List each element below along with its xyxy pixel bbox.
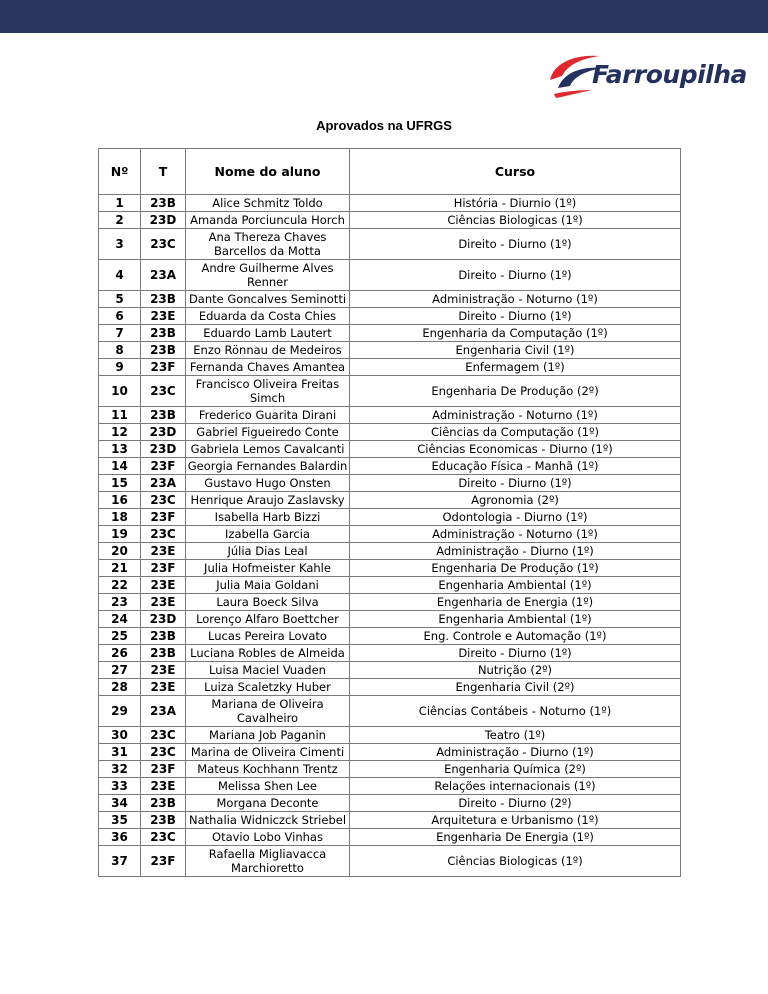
cell-student-name: Luisa Maciel Vuaden (186, 662, 350, 679)
table-row (99, 359, 681, 376)
cell-course: Direito - Diurno (2º) (350, 795, 681, 812)
table-row (99, 696, 681, 727)
cell-course: Odontologia - Diurno (1º) (350, 509, 681, 526)
cell-student-name: Eduarda da Costa Chies (186, 308, 350, 325)
cell-student-name: Enzo Rönnau de Medeiros (186, 342, 350, 359)
cell-class: 23E (141, 679, 186, 696)
table-row (99, 229, 681, 260)
cell-course: Engenharia De Produção (2º) (350, 376, 681, 407)
cell-course: Direito - Diurno (1º) (350, 308, 681, 325)
table-row (99, 611, 681, 628)
cell-student-name: Nathalia Widniczck Striebel (186, 812, 350, 829)
cell-class: 23C (141, 744, 186, 761)
cell-number: 31 (99, 744, 141, 761)
cell-course: Engenharia De Energia (1º) (350, 829, 681, 846)
cell-number: 24 (99, 611, 141, 628)
cell-course: Administração - Diurno (1º) (350, 744, 681, 761)
table-header-row (99, 149, 681, 195)
cell-course: Direito - Diurno (1º) (350, 475, 681, 492)
cell-student-name: Rafaella Migliavacca Marchioretto (186, 846, 350, 877)
cell-number: 13 (99, 441, 141, 458)
table-row (99, 492, 681, 509)
cell-student-name: Mateus Kochhann Trentz (186, 761, 350, 778)
cell-class: 23D (141, 212, 186, 229)
cell-course: Direito - Diurno (1º) (350, 260, 681, 291)
table-row (99, 628, 681, 645)
cell-course: Ciências Contábeis - Noturno (1º) (350, 696, 681, 727)
table-row (99, 291, 681, 308)
cell-number: 29 (99, 696, 141, 727)
table-row (99, 829, 681, 846)
cell-student-name: Otavio Lobo Vinhas (186, 829, 350, 846)
table-row (99, 376, 681, 407)
cell-course: Ciências da Computação (1º) (350, 424, 681, 441)
cell-student-name: Izabella Garcia (186, 526, 350, 543)
cell-student-name: Frederico Guarita Dirani (186, 407, 350, 424)
cell-class: 23B (141, 342, 186, 359)
table-row (99, 458, 681, 475)
cell-number: 4 (99, 260, 141, 291)
cell-number: 14 (99, 458, 141, 475)
cell-number: 26 (99, 645, 141, 662)
cell-course: Ciências Economicas - Diurno (1º) (350, 441, 681, 458)
cell-class: 23C (141, 526, 186, 543)
table-row (99, 424, 681, 441)
cell-student-name: Morgana Deconte (186, 795, 350, 812)
cell-number: 33 (99, 778, 141, 795)
table-row (99, 662, 681, 679)
cell-course: Engenharia Civil (2º) (350, 679, 681, 696)
cell-class: 23F (141, 458, 186, 475)
cell-course: Administração - Noturno (1º) (350, 407, 681, 424)
cell-student-name: Laura Boeck Silva (186, 594, 350, 611)
cell-student-name: Marina de Oliveira Cimenti (186, 744, 350, 761)
cell-student-name: Andre Guilherme Alves Renner (186, 260, 350, 291)
cell-student-name: Julia Hofmeister Kahle (186, 560, 350, 577)
approved-students-table (98, 148, 681, 877)
cell-class: 23F (141, 846, 186, 877)
cell-number: 10 (99, 376, 141, 407)
cell-number: 8 (99, 342, 141, 359)
cell-course: Agronomia (2º) (350, 492, 681, 509)
cell-number: 23 (99, 594, 141, 611)
table-row (99, 645, 681, 662)
cell-course: Engenharia de Energia (1º) (350, 594, 681, 611)
cell-class: 23E (141, 308, 186, 325)
cell-class: 23F (141, 761, 186, 778)
cell-course: Eng. Controle e Automação (1º) (350, 628, 681, 645)
cell-student-name: Luiza Scaletzky Huber (186, 679, 350, 696)
cell-class: 23E (141, 543, 186, 560)
cell-number: 3 (99, 229, 141, 260)
table-row (99, 308, 681, 325)
cell-course: Engenharia Civil (1º) (350, 342, 681, 359)
table-row (99, 761, 681, 778)
cell-class: 23E (141, 577, 186, 594)
cell-student-name: Amanda Porciuncula Horch (186, 212, 350, 229)
cell-class: 23A (141, 696, 186, 727)
cell-number: 5 (99, 291, 141, 308)
cell-number: 32 (99, 761, 141, 778)
table-row (99, 441, 681, 458)
table-row (99, 795, 681, 812)
cell-student-name: Isabella Harb Bizzi (186, 509, 350, 526)
cell-course: História - Diurnio (1º) (350, 195, 681, 212)
cell-course: Ciências Biologicas (1º) (350, 212, 681, 229)
cell-course: Arquitetura e Urbanismo (1º) (350, 812, 681, 829)
table-row (99, 342, 681, 359)
table-row (99, 812, 681, 829)
cell-class: 23B (141, 325, 186, 342)
cell-number: 22 (99, 577, 141, 594)
column-header-course: Curso (350, 149, 681, 195)
cell-number: 36 (99, 829, 141, 846)
cell-class: 23C (141, 727, 186, 744)
cell-student-name: Melissa Shen Lee (186, 778, 350, 795)
cell-course: Enfermagem (1º) (350, 359, 681, 376)
table-row (99, 727, 681, 744)
cell-course: Engenharia Ambiental (1º) (350, 577, 681, 594)
cell-course: Nutrição (2º) (350, 662, 681, 679)
cell-number: 28 (99, 679, 141, 696)
cell-class: 23D (141, 611, 186, 628)
cell-student-name: Georgia Fernandes Balardin (186, 458, 350, 475)
cell-student-name: Gabriel Figueiredo Conte (186, 424, 350, 441)
cell-student-name: Eduardo Lamb Lautert (186, 325, 350, 342)
cell-class: 23D (141, 441, 186, 458)
cell-class: 23B (141, 795, 186, 812)
cell-class: 23A (141, 475, 186, 492)
cell-class: 23C (141, 829, 186, 846)
table-row (99, 509, 681, 526)
cell-class: 23B (141, 645, 186, 662)
table-row (99, 325, 681, 342)
cell-number: 19 (99, 526, 141, 543)
table-row (99, 560, 681, 577)
cell-number: 6 (99, 308, 141, 325)
table-row (99, 577, 681, 594)
cell-number: 34 (99, 795, 141, 812)
table-row (99, 195, 681, 212)
cell-course: Direito - Diurno (1º) (350, 645, 681, 662)
cell-student-name: Luciana Robles de Almeida (186, 645, 350, 662)
cell-course: Engenharia Ambiental (1º) (350, 611, 681, 628)
cell-course: Engenharia Química (2º) (350, 761, 681, 778)
cell-class: 23B (141, 291, 186, 308)
document-title: Aprovados na UFRGS (316, 118, 452, 133)
cell-class: 23C (141, 376, 186, 407)
cell-course: Teatro (1º) (350, 727, 681, 744)
cell-course: Engenharia De Produção (1º) (350, 560, 681, 577)
cell-student-name: Dante Goncalves Seminotti (186, 291, 350, 308)
cell-class: 23D (141, 424, 186, 441)
cell-student-name: Mariana Job Paganin (186, 727, 350, 744)
table-row (99, 260, 681, 291)
cell-course: Engenharia da Computação (1º) (350, 325, 681, 342)
cell-course: Direito - Diurno (1º) (350, 229, 681, 260)
cell-course: Ciências Biologicas (1º) (350, 846, 681, 877)
cell-number: 2 (99, 212, 141, 229)
cell-class: 23B (141, 195, 186, 212)
cell-class: 23B (141, 812, 186, 829)
cell-class: 23F (141, 509, 186, 526)
cell-student-name: Alice Schmitz Toldo (186, 195, 350, 212)
header-bar (0, 0, 768, 33)
cell-number: 27 (99, 662, 141, 679)
table-row (99, 778, 681, 795)
cell-course: Relações internacionais (1º) (350, 778, 681, 795)
cell-number: 15 (99, 475, 141, 492)
cell-class: 23E (141, 662, 186, 679)
cell-student-name: Lorenço Alfaro Boettcher (186, 611, 350, 628)
cell-number: 30 (99, 727, 141, 744)
cell-number: 37 (99, 846, 141, 877)
cell-class: 23B (141, 407, 186, 424)
cell-number: 21 (99, 560, 141, 577)
cell-number: 35 (99, 812, 141, 829)
cell-student-name: Francisco Oliveira Freitas Simch (186, 376, 350, 407)
table-row (99, 212, 681, 229)
table-row (99, 543, 681, 560)
table-row (99, 594, 681, 611)
cell-student-name: Gustavo Hugo Onsten (186, 475, 350, 492)
column-header-class: T (141, 149, 186, 195)
cell-student-name: Gabriela Lemos Cavalcanti (186, 441, 350, 458)
column-header-student-name: Nome do aluno (186, 149, 350, 195)
cell-class: 23A (141, 260, 186, 291)
cell-student-name: Ana Thereza Chaves Barcellos da Motta (186, 229, 350, 260)
cell-number: 18 (99, 509, 141, 526)
table-row (99, 475, 681, 492)
cell-number: 1 (99, 195, 141, 212)
cell-number: 7 (99, 325, 141, 342)
brand-name: Farroupilha (592, 60, 747, 89)
cell-student-name: Lucas Pereira Lovato (186, 628, 350, 645)
cell-number: 9 (99, 359, 141, 376)
cell-class: 23F (141, 359, 186, 376)
cell-class: 23B (141, 628, 186, 645)
cell-student-name: Fernanda Chaves Amantea (186, 359, 350, 376)
cell-class: 23E (141, 594, 186, 611)
cell-course: Administração - Diurno (1º) (350, 543, 681, 560)
cell-number: 16 (99, 492, 141, 509)
cell-course: Educação Física - Manhã (1º) (350, 458, 681, 475)
cell-student-name: Henrique Araujo Zaslavsky (186, 492, 350, 509)
cell-student-name: Júlia Dias Leal (186, 543, 350, 560)
table-body (99, 195, 681, 877)
table-row (99, 744, 681, 761)
column-header-number: Nº (99, 149, 141, 195)
cell-number: 25 (99, 628, 141, 645)
table-row (99, 679, 681, 696)
cell-class: 23C (141, 229, 186, 260)
table-row (99, 526, 681, 543)
cell-class: 23E (141, 778, 186, 795)
cell-class: 23C (141, 492, 186, 509)
cell-course: Administração - Noturno (1º) (350, 291, 681, 308)
table-row (99, 846, 681, 877)
cell-class: 23F (141, 560, 186, 577)
table-row (99, 407, 681, 424)
cell-course: Administração - Noturno (1º) (350, 526, 681, 543)
cell-number: 20 (99, 543, 141, 560)
cell-student-name: Julia Maia Goldani (186, 577, 350, 594)
cell-number: 11 (99, 407, 141, 424)
cell-student-name: Mariana de Oliveira Cavalheiro (186, 696, 350, 727)
cell-number: 12 (99, 424, 141, 441)
